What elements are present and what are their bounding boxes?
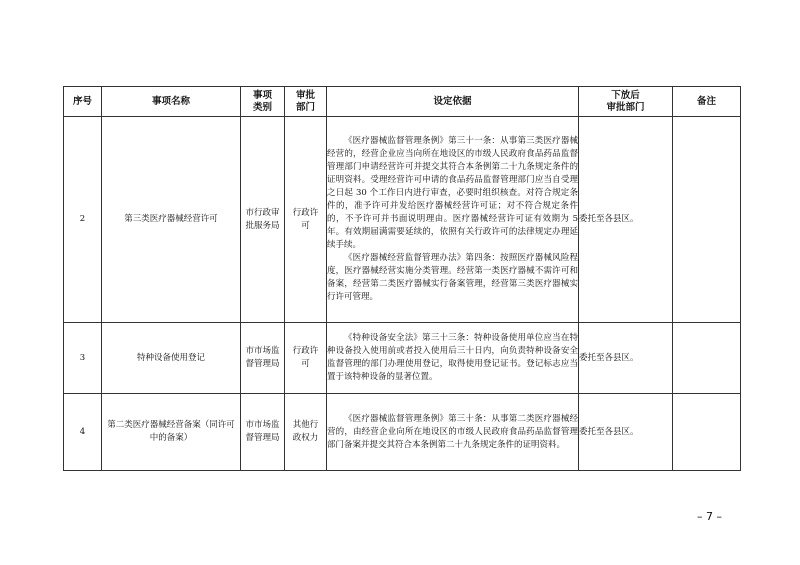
basis-paragraph: 《特种设备安全法》第三十三条：特种设备使用单位应当在特种设备投入使用前或者投入使用后三十日内，向负责特种设备安全监督管理的部门办理使用登记，取得使用登记证书。登记标志应当置于该特种设备的显著位置。: [327, 333, 578, 382]
row-note: [673, 117, 741, 323]
row-category: [241, 117, 285, 323]
header-seq: 序号: [64, 87, 102, 117]
row-seq: 2: [64, 117, 102, 323]
row-name-text: 第二类医疗器械经营备案（同许可中的备案）: [107, 420, 235, 443]
table-row: [64, 323, 741, 394]
row-approver: [285, 394, 327, 471]
header-category-line2: 类别: [252, 101, 272, 113]
row-note: [673, 394, 741, 471]
row-note: [673, 323, 741, 394]
header-category-line1: 事项: [252, 89, 272, 101]
row-basis: [327, 394, 579, 471]
row-delegated: 委托至各县区。: [579, 394, 673, 471]
header-delegated: [579, 87, 673, 117]
header-row: [64, 87, 741, 117]
row-basis: [327, 117, 579, 323]
page-number: – 7 –: [697, 510, 722, 523]
row-category-text: 市市场监督管理局: [245, 420, 280, 443]
row-name: [102, 394, 241, 471]
row-basis: [327, 323, 579, 394]
row-approver: [285, 117, 327, 323]
row-approver-text: 行政许可: [292, 207, 319, 231]
row-approver-text: 其他行政权力: [292, 420, 319, 443]
header-name: 事项名称: [102, 87, 241, 117]
delegation-table: [63, 86, 741, 471]
row-seq: 3: [64, 323, 102, 394]
row-name: 特种设备使用登记: [102, 323, 241, 394]
row-name: 第三类医疗器械经营许可: [102, 117, 241, 323]
row-category-text: 市行政审批服务局: [245, 207, 280, 231]
row-category: [241, 323, 285, 394]
basis-paragraph: 《医疗器械监督管理条例》第三十一条：从事第三类医疗器械经营的，经营企业应当向所在地设区的市级人民政府食品药品监督管理部门申请经营许可并提交其符合本条例第二十九条规定条件的证明资料。受理经营许可申请的食品药品监督管理部门应当自受理之日起 30 个工作日内进行审查，必要时组织核查。对符合规定条件的，准予许可并发给医疗器械经营许可证；对不符合规定条件的，不予许可并书面说明理由。医疗器械经营许可证有效期为 5 年。有效期届满需要延续的，依照有关行政许可的法律规定办理延续手续。: [327, 136, 578, 250]
header-delegated-line1: 下放后: [611, 89, 640, 101]
table-row: [64, 117, 741, 323]
row-delegated: 委托至各县区。: [579, 117, 673, 323]
row-approver: [285, 323, 327, 394]
table-row: [64, 394, 741, 471]
header-note: 备注: [673, 87, 741, 117]
header-delegated-line2: 审批部门: [606, 101, 645, 113]
row-seq: 4: [64, 394, 102, 471]
header-category: [241, 87, 285, 117]
row-delegated: 委托至各县区。: [579, 323, 673, 394]
row-category-text: 市市场监督管理局: [245, 346, 280, 369]
header-approver-line1: 审批: [295, 89, 315, 101]
header-basis: 设定依据: [327, 87, 579, 117]
basis-paragraph: 《医疗器械经营监督管理办法》第四条：按照医疗器械风险程度，医疗器械经营实施分类管理。经营第一类医疗器械不需许可和备案，经营第二类医疗器械实行备案管理，经营第三类医疗器械实行许可管理。: [327, 253, 578, 302]
row-category: [241, 394, 285, 471]
row-approver-text: 行政许可: [292, 346, 319, 369]
basis-paragraph: 《医疗器械监督管理条例》第三十条：从事第二类医疗器械经营的，由经营企业向所在地设区的市级人民政府食品药品监督管理部门备案并提交其符合本条例第二十九条规定条件的证明资料。: [327, 413, 578, 450]
header-approver: [285, 87, 327, 117]
header-approver-line2: 部门: [295, 101, 315, 113]
